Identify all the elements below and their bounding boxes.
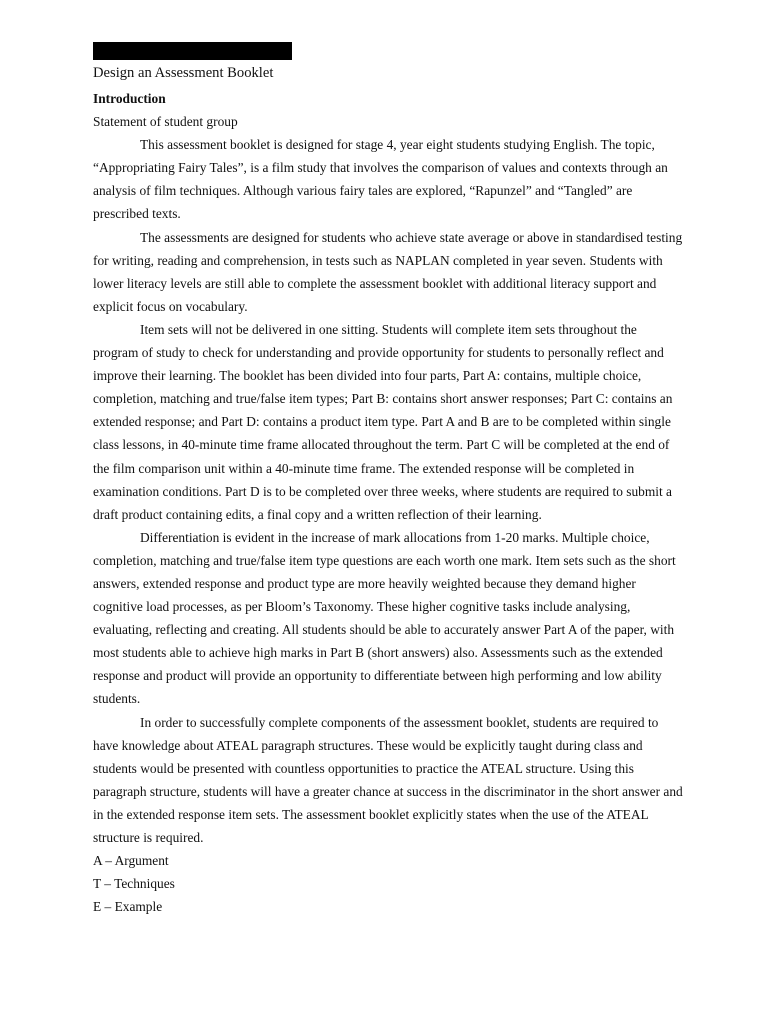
redaction-bar — [93, 42, 292, 60]
document-page — [93, 42, 683, 918]
list-item: E – Example — [93, 899, 163, 915]
sub-heading: Statement of student group — [93, 114, 238, 130]
paragraph-student-group: This assessment booklet is designed for stage 4, year eight students studying English. The topic, “Appropriating Fairy Tales”, is a film study that involves the comparison of values and contexts through an analysis of film techniques. Although various fairy tales are explored, “Rapunzel” and “Tangled” are prescribed texts. — [93, 137, 668, 222]
list-item: A – Argument — [93, 853, 169, 869]
paragraph-item-sets: Item sets will not be delivered in one sitting. Students will complete item sets throughout the program of study to check for understanding and provide opportunity for students to personally reflect and improve their learning. The booklet has been divided into four parts, Part A: contains, multiple choice, completion, matching and true/false item types; Part B: contains short answer responses; Part C: contains an extended response; and Part D: contains a product item type. Part A and B are to be completed within single class lessons, in 40-minute time frame allocated throughout the term. Part C will be completed at the end of the film comparison unit within a 40-minute time frame. The extended response will be completed in examination conditions. Part D is to be completed over three weeks, where students are required to submit a draft product containing edits, a final copy and a written reflection of their learning. — [93, 321, 673, 522]
section-heading: Introduction — [93, 91, 166, 106]
paragraph-ateal: In order to successfully complete components of the assessment booklet, students are required to have knowledge about ATEAL paragraph structures. These would be explicitly taught during class and students would be presented with countless opportunities to practice the ATEAL structure. Using this paragraph structure, students will have a greater chance at success in the discriminator in the short answer and in the extended response item sets. The assessment booklet explicitly states when the use of the ATEAL structure is required. — [93, 714, 683, 845]
document-title: Design an Assessment Booklet — [93, 65, 274, 81]
list-item: T – Techniques — [93, 876, 175, 892]
paragraph-differentiation: Differentiation is evident in the increase of mark allocations from 1-20 marks. Multiple choice, completion, matching and true/false item type questions are each worth one mark. Item sets such as the short answers, extended response and product type are more heavily weighted because they demand higher cognitive load processes, as per Bloom’s Taxonomy. These higher cognitive tasks include analysing, evaluating, reflecting and creating. All students should be able to accurately answer Part A of the paper, with most students able to achieve high marks in Part B (short answers) also. Assessments such as the extended response and product will provide an opportunity to differentiate between high performing and low ability students. — [93, 529, 676, 707]
paragraph-assessment-design: The assessments are designed for students who achieve state average or above in standardised testing for writing, reading and comprehension, in tests such as NAPLAN completed in year seven. Students with lower literacy levels are still able to complete the assessment booklet with additional literacy support and explicit focus on vocabulary. — [93, 229, 683, 314]
